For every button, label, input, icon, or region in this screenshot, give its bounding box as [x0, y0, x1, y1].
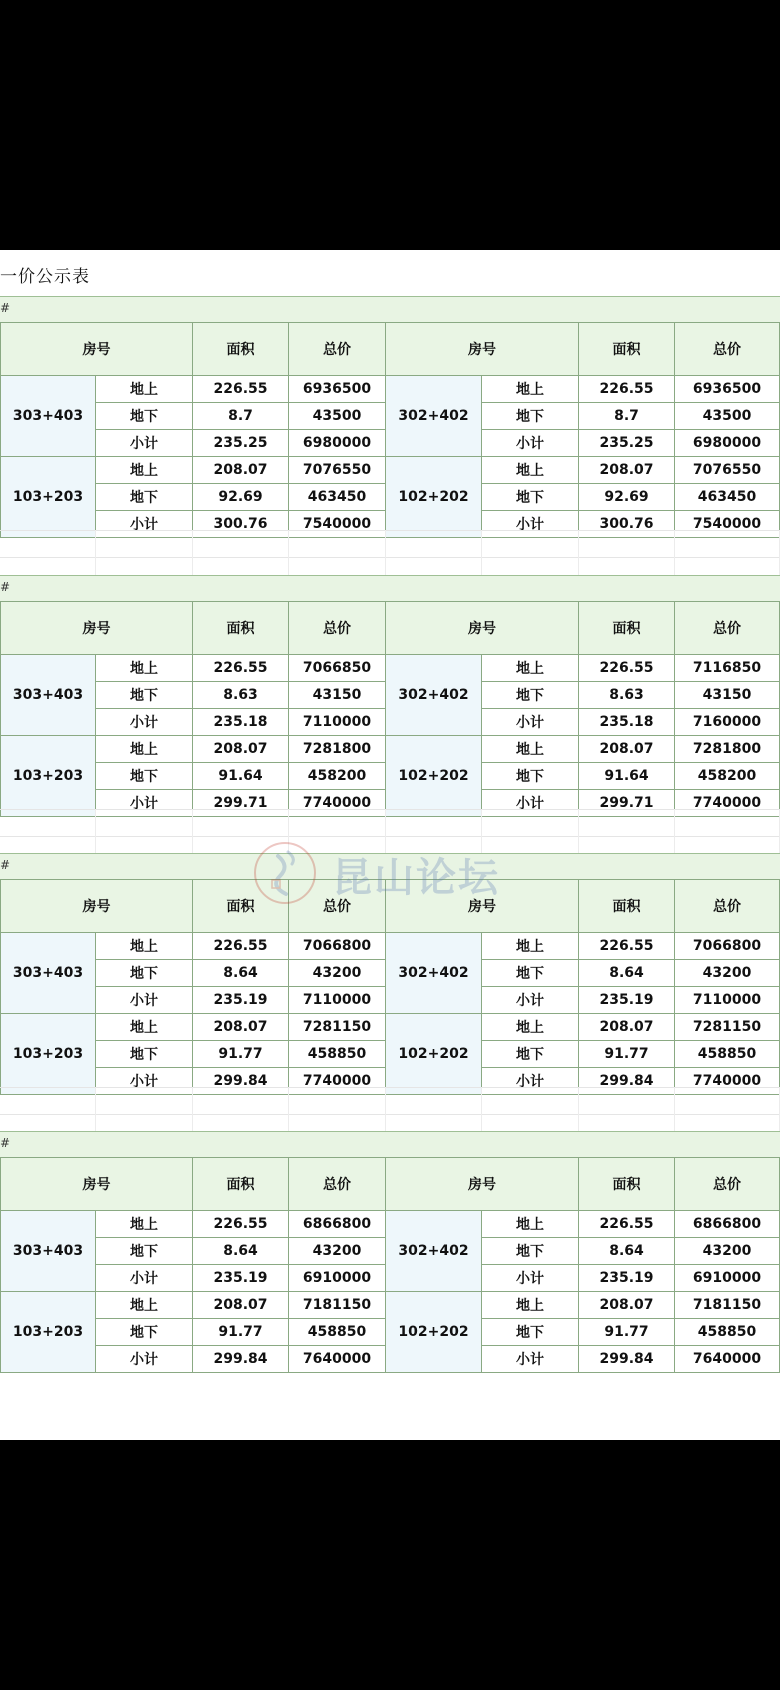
header-total-right: 总价 [675, 880, 780, 933]
row-label-left: 地下 [96, 403, 193, 430]
unit-right: 102+202 [386, 1014, 482, 1095]
area-left: 92.69 [193, 484, 289, 511]
row-label-left: 地下 [96, 763, 193, 790]
row-label-left: 小计 [96, 1346, 193, 1373]
total-left: 6936500 [289, 376, 386, 403]
total-right: 6936500 [675, 376, 780, 403]
row-label-right: 地下 [482, 1041, 579, 1068]
area-left: 226.55 [193, 1211, 289, 1238]
table-row [1, 1211, 780, 1238]
row-label-left: 地上 [96, 1292, 193, 1319]
area-left: 235.19 [193, 1265, 289, 1292]
price-table [0, 322, 780, 538]
total-right: 458850 [675, 1041, 780, 1068]
row-label-left: 小计 [96, 1265, 193, 1292]
header-total-left: 总价 [289, 880, 386, 933]
total-left: 43200 [289, 960, 386, 987]
area-right: 235.18 [579, 709, 675, 736]
area-right: 8.7 [579, 403, 675, 430]
total-left: 458200 [289, 763, 386, 790]
header-area-left: 面积 [193, 880, 289, 933]
row-label-right: 地上 [482, 1014, 579, 1041]
row-label-left: 地下 [96, 682, 193, 709]
row-label-left: 地上 [96, 376, 193, 403]
header-room-right: 房号 [386, 323, 579, 376]
unit-right: 102+202 [386, 736, 482, 817]
total-left: 7740000 [289, 1068, 386, 1095]
total-left: 463450 [289, 484, 386, 511]
grid-line [0, 1087, 780, 1088]
row-label-right: 小计 [482, 1265, 579, 1292]
area-right: 226.55 [579, 1211, 675, 1238]
table-row [1, 1292, 780, 1319]
total-right: 43150 [675, 682, 780, 709]
unit-right: 102+202 [386, 1292, 482, 1373]
building-header-row: # [0, 575, 780, 602]
grid-line [0, 836, 780, 837]
area-right: 8.63 [579, 682, 675, 709]
header-room-right: 房号 [386, 602, 579, 655]
building-block [0, 575, 780, 855]
area-left: 235.25 [193, 430, 289, 457]
header-area-left: 面积 [193, 323, 289, 376]
area-left: 91.64 [193, 763, 289, 790]
area-right: 299.84 [579, 1346, 675, 1373]
row-label-right: 地下 [482, 1319, 579, 1346]
total-left: 43500 [289, 403, 386, 430]
total-left: 458850 [289, 1041, 386, 1068]
table-row [1, 655, 780, 682]
area-left: 208.07 [193, 457, 289, 484]
area-right: 208.07 [579, 1014, 675, 1041]
header-total-left: 总价 [289, 323, 386, 376]
header-room-left: 房号 [1, 1158, 193, 1211]
header-total-right: 总价 [675, 323, 780, 376]
header-total-right: 总价 [675, 1158, 780, 1211]
area-left: 8.7 [193, 403, 289, 430]
total-right: 7740000 [675, 1068, 780, 1095]
row-label-left: 小计 [96, 430, 193, 457]
area-right: 208.07 [579, 457, 675, 484]
area-left: 8.63 [193, 682, 289, 709]
total-right: 6980000 [675, 430, 780, 457]
row-label-left: 地上 [96, 736, 193, 763]
row-label-right: 地上 [482, 457, 579, 484]
row-label-right: 地上 [482, 376, 579, 403]
grid-line [0, 1114, 780, 1115]
area-right: 235.19 [579, 1265, 675, 1292]
total-left: 7740000 [289, 790, 386, 817]
total-right: 7160000 [675, 709, 780, 736]
unit-right: 302+402 [386, 1211, 482, 1292]
total-right: 7066800 [675, 933, 780, 960]
row-label-left: 地上 [96, 1014, 193, 1041]
price-document [0, 250, 780, 1440]
area-left: 91.77 [193, 1041, 289, 1068]
area-right: 226.55 [579, 655, 675, 682]
area-right: 91.64 [579, 763, 675, 790]
total-left: 7281800 [289, 736, 386, 763]
header-area-right: 面积 [579, 1158, 675, 1211]
area-right: 235.25 [579, 430, 675, 457]
total-left: 6910000 [289, 1265, 386, 1292]
header-total-left: 总价 [289, 602, 386, 655]
row-label-right: 地上 [482, 655, 579, 682]
unit-right: 102+202 [386, 457, 482, 538]
row-label-right: 小计 [482, 430, 579, 457]
total-left: 7066800 [289, 933, 386, 960]
row-label-right: 小计 [482, 709, 579, 736]
area-left: 8.64 [193, 960, 289, 987]
area-right: 299.71 [579, 790, 675, 817]
row-label-left: 小计 [96, 709, 193, 736]
total-right: 7116850 [675, 655, 780, 682]
row-label-left: 小计 [96, 790, 193, 817]
area-left: 299.84 [193, 1068, 289, 1095]
building-header-row: # [0, 1131, 780, 1158]
row-label-right: 小计 [482, 511, 579, 538]
total-right: 7181150 [675, 1292, 780, 1319]
total-left: 7110000 [289, 987, 386, 1014]
total-right: 7540000 [675, 511, 780, 538]
price-table [0, 1157, 780, 1373]
area-left: 226.55 [193, 655, 289, 682]
unit-left: 303+403 [1, 376, 96, 457]
total-right: 463450 [675, 484, 780, 511]
area-right: 299.84 [579, 1068, 675, 1095]
unit-left: 303+403 [1, 1211, 96, 1292]
area-right: 226.55 [579, 376, 675, 403]
row-label-left: 地下 [96, 484, 193, 511]
row-label-left: 地上 [96, 1211, 193, 1238]
grid-line [0, 809, 780, 810]
header-area-right: 面积 [579, 602, 675, 655]
row-label-left: 地下 [96, 1238, 193, 1265]
building-header-row: # [0, 296, 780, 323]
header-area-right: 面积 [579, 323, 675, 376]
building-block [0, 296, 780, 576]
header-room-left: 房号 [1, 602, 193, 655]
total-left: 7076550 [289, 457, 386, 484]
total-left: 7540000 [289, 511, 386, 538]
total-right: 43500 [675, 403, 780, 430]
area-right: 226.55 [579, 933, 675, 960]
area-right: 300.76 [579, 511, 675, 538]
total-right: 43200 [675, 1238, 780, 1265]
total-right: 6866800 [675, 1211, 780, 1238]
total-right: 7640000 [675, 1346, 780, 1373]
row-label-left: 小计 [96, 987, 193, 1014]
area-left: 299.71 [193, 790, 289, 817]
unit-right: 302+402 [386, 655, 482, 736]
area-left: 235.19 [193, 987, 289, 1014]
total-left: 43150 [289, 682, 386, 709]
document-title: 一价公示表 [0, 267, 90, 287]
area-left: 300.76 [193, 511, 289, 538]
area-left: 208.07 [193, 1292, 289, 1319]
row-label-left: 地上 [96, 933, 193, 960]
building-header-row: # [0, 853, 780, 880]
area-right: 208.07 [579, 736, 675, 763]
table-row [1, 376, 780, 403]
header-total-left: 总价 [289, 1158, 386, 1211]
unit-left: 303+403 [1, 655, 96, 736]
row-label-right: 地上 [482, 1211, 579, 1238]
area-left: 208.07 [193, 736, 289, 763]
row-label-right: 小计 [482, 1346, 579, 1373]
total-right: 7110000 [675, 987, 780, 1014]
area-left: 8.64 [193, 1238, 289, 1265]
table-row [1, 457, 780, 484]
building-block [0, 853, 780, 1133]
unit-left: 103+203 [1, 457, 96, 538]
building-block [0, 1131, 780, 1411]
header-area-left: 面积 [193, 1158, 289, 1211]
total-left: 7640000 [289, 1346, 386, 1373]
table-header-row [1, 602, 780, 655]
row-label-left: 地上 [96, 457, 193, 484]
unit-left: 103+203 [1, 1014, 96, 1095]
area-left: 91.77 [193, 1319, 289, 1346]
watermark-text: 昆山论坛 [332, 855, 500, 901]
total-right: 7740000 [675, 790, 780, 817]
unit-left: 103+203 [1, 1292, 96, 1373]
total-right: 458200 [675, 763, 780, 790]
unit-right: 302+402 [386, 933, 482, 1014]
table-row [1, 933, 780, 960]
total-right: 7281800 [675, 736, 780, 763]
row-label-left: 地上 [96, 655, 193, 682]
row-label-right: 小计 [482, 790, 579, 817]
row-label-right: 地下 [482, 960, 579, 987]
total-right: 458850 [675, 1319, 780, 1346]
area-right: 91.77 [579, 1319, 675, 1346]
row-label-right: 地下 [482, 1238, 579, 1265]
row-label-right: 地下 [482, 682, 579, 709]
header-room-left: 房号 [1, 880, 193, 933]
total-right: 7076550 [675, 457, 780, 484]
header-area-right: 面积 [579, 880, 675, 933]
area-right: 92.69 [579, 484, 675, 511]
area-right: 208.07 [579, 1292, 675, 1319]
row-label-left: 小计 [96, 1068, 193, 1095]
row-label-left: 地下 [96, 1041, 193, 1068]
price-table [0, 879, 780, 1095]
grid-line [0, 530, 780, 531]
total-left: 43200 [289, 1238, 386, 1265]
header-room-right: 房号 [386, 880, 579, 933]
row-label-right: 地上 [482, 1292, 579, 1319]
price-table [0, 601, 780, 817]
table-header-row [1, 323, 780, 376]
row-label-right: 地上 [482, 933, 579, 960]
header-room-left: 房号 [1, 323, 193, 376]
unit-left: 103+203 [1, 736, 96, 817]
table-row [1, 736, 780, 763]
row-label-right: 地下 [482, 403, 579, 430]
row-label-left: 地下 [96, 1319, 193, 1346]
row-label-right: 小计 [482, 1068, 579, 1095]
total-left: 7281150 [289, 1014, 386, 1041]
table-header-row [1, 880, 780, 933]
total-left: 7066850 [289, 655, 386, 682]
area-right: 8.64 [579, 960, 675, 987]
total-left: 6866800 [289, 1211, 386, 1238]
row-label-right: 小计 [482, 987, 579, 1014]
area-right: 8.64 [579, 1238, 675, 1265]
area-left: 235.18 [193, 709, 289, 736]
total-left: 7110000 [289, 709, 386, 736]
area-left: 226.55 [193, 933, 289, 960]
row-label-right: 地上 [482, 736, 579, 763]
table-header-row [1, 1158, 780, 1211]
area-left: 299.84 [193, 1346, 289, 1373]
total-right: 7281150 [675, 1014, 780, 1041]
area-left: 226.55 [193, 376, 289, 403]
row-label-left: 小计 [96, 511, 193, 538]
total-left: 7181150 [289, 1292, 386, 1319]
unit-left: 303+403 [1, 933, 96, 1014]
row-label-right: 地下 [482, 763, 579, 790]
grid-line [0, 557, 780, 558]
row-label-right: 地下 [482, 484, 579, 511]
total-right: 6910000 [675, 1265, 780, 1292]
total-left: 458850 [289, 1319, 386, 1346]
area-left: 208.07 [193, 1014, 289, 1041]
header-area-left: 面积 [193, 602, 289, 655]
header-room-right: 房号 [386, 1158, 579, 1211]
row-label-left: 地下 [96, 960, 193, 987]
table-row [1, 1014, 780, 1041]
header-total-right: 总价 [675, 602, 780, 655]
unit-right: 302+402 [386, 376, 482, 457]
total-right: 43200 [675, 960, 780, 987]
area-right: 91.77 [579, 1041, 675, 1068]
total-left: 6980000 [289, 430, 386, 457]
area-right: 235.19 [579, 987, 675, 1014]
